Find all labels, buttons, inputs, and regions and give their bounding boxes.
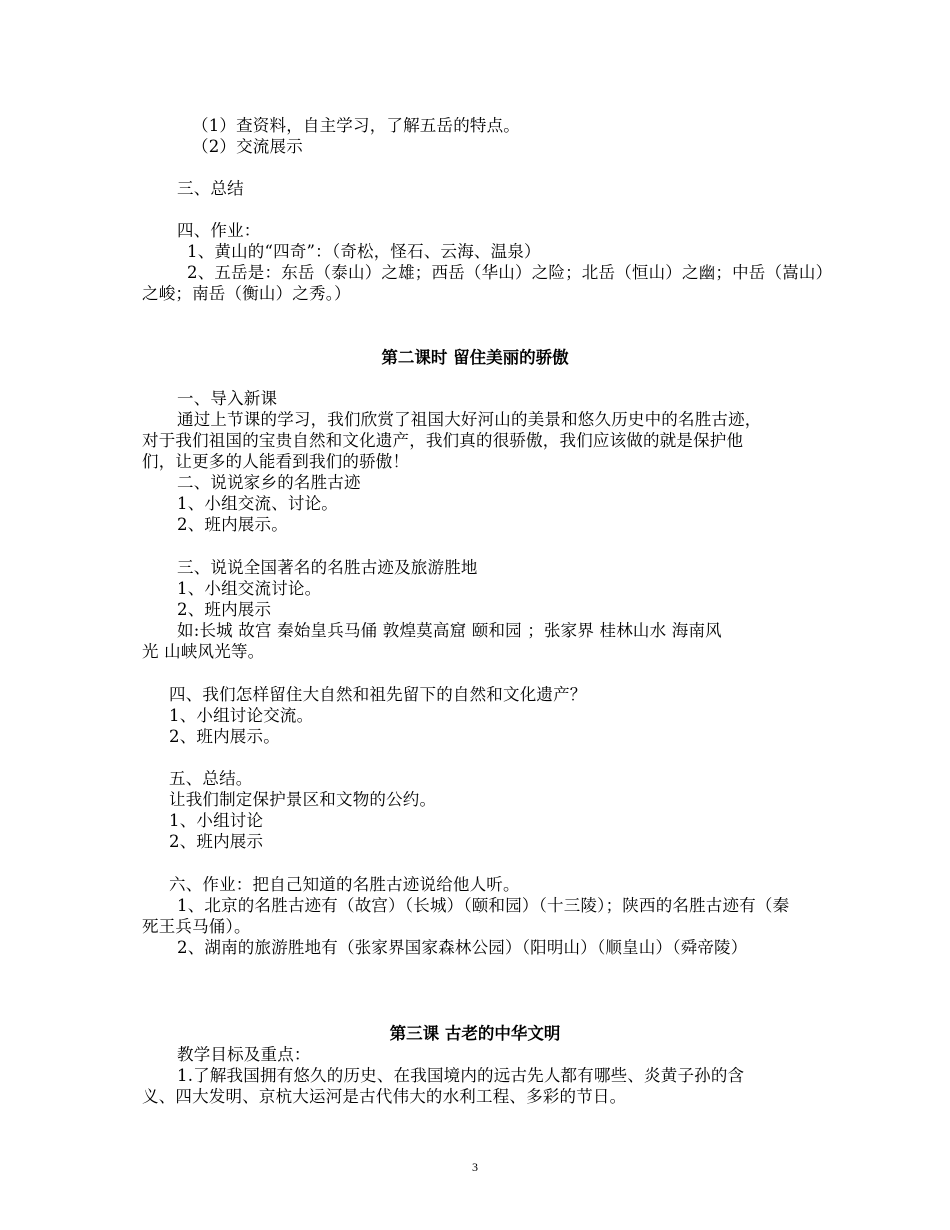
- paragraph-line: 1.了解我国拥有悠久的历史、在我国境内的远古先人都有哪些、炎黄子孙的含: [177, 1066, 745, 1085]
- paragraph-line: 之峻；南岳（衡山）之秀。）: [142, 284, 351, 303]
- paragraph-line: （1）查资料，自主学习，了解五岳的特点。: [192, 116, 520, 135]
- paragraph-line: 1、小组交流讨论。: [177, 579, 322, 598]
- paragraph-line: 2、五岳是：东岳（泰山）之雄；西岳（华山）之险；北岳（恒山）之幽；中岳（嵩山）: [187, 263, 833, 282]
- paragraph-line: 1、北京的名胜古迹有（故宫）（长城）（颐和园）（十三陵）；陕西的名胜古迹有（秦: [177, 896, 790, 915]
- paragraph-line: 们，让更多的人能看到我们的骄傲！: [142, 452, 410, 471]
- paragraph-line: 光 山峡风光等。: [142, 642, 265, 661]
- paragraph-line: 2、班内展示: [169, 832, 264, 851]
- lesson-title: 第三课 古老的中华文明: [389, 1024, 561, 1043]
- paragraph-line: 1、小组讨论: [169, 811, 264, 830]
- paragraph-line: 2、班内展示: [177, 600, 272, 619]
- section-heading: 教学目标及重点：: [177, 1045, 311, 1064]
- section-heading: 四、我们怎样留住大自然和祖先留下的自然和文化遗产？: [169, 685, 587, 704]
- paragraph-line: 2、班内展示。: [169, 727, 280, 746]
- paragraph-line: 1、小组交流、讨论。: [177, 494, 338, 513]
- paragraph-line: 2、湖南的旅游胜地有（张家界国家森林公园）（阳明山）（顺皇山）（舜帝陵）: [177, 938, 748, 957]
- section-heading: 二、说说家乡的名胜古迹: [177, 473, 361, 492]
- page-number: 3: [472, 1160, 478, 1174]
- section-heading: 六、作业：把自己知道的名胜古迹说给他人听。: [169, 875, 520, 894]
- lesson-title: 第二课时 留住美丽的骄傲: [381, 348, 569, 367]
- paragraph-line: 1、小组讨论交流。: [169, 706, 314, 725]
- section-heading: 三、总结: [177, 179, 244, 198]
- paragraph-line: 如:长城 故宫 秦始皇兵马俑 敦煌莫高窟 颐和园 ；张家界 桂林山水 海南风: [177, 621, 722, 640]
- section-heading: 一、导入新课: [177, 389, 278, 408]
- section-heading: 五、总结。: [169, 769, 253, 788]
- paragraph-line: 通过上节课的学习，我们欣赏了祖国大好河山的美景和悠久历史中的名胜古迹，: [177, 410, 762, 429]
- paragraph-line: （2）交流展示: [192, 137, 303, 156]
- paragraph-line: 1、黄山的“四奇”：（奇松，怪石、云海、温泉）: [187, 242, 541, 261]
- paragraph-line: 死王兵马俑）。: [142, 917, 251, 936]
- paragraph-line: 2、班内展示。: [177, 515, 288, 534]
- paragraph-line: 让我们制定保护景区和文物的公约。: [169, 790, 437, 809]
- section-heading: 三、说说全国著名的名胜古迹及旅游胜地: [177, 558, 478, 577]
- paragraph-line: 对于我们祖国的宝贵自然和文化遗产，我们真的很骄傲，我们应该做的就是保护他: [142, 431, 744, 450]
- section-heading: 四、作业：: [177, 221, 261, 240]
- paragraph-line: 义、四大发明、京杭大运河是古代伟大的水利工程、多彩的节日。: [142, 1087, 627, 1106]
